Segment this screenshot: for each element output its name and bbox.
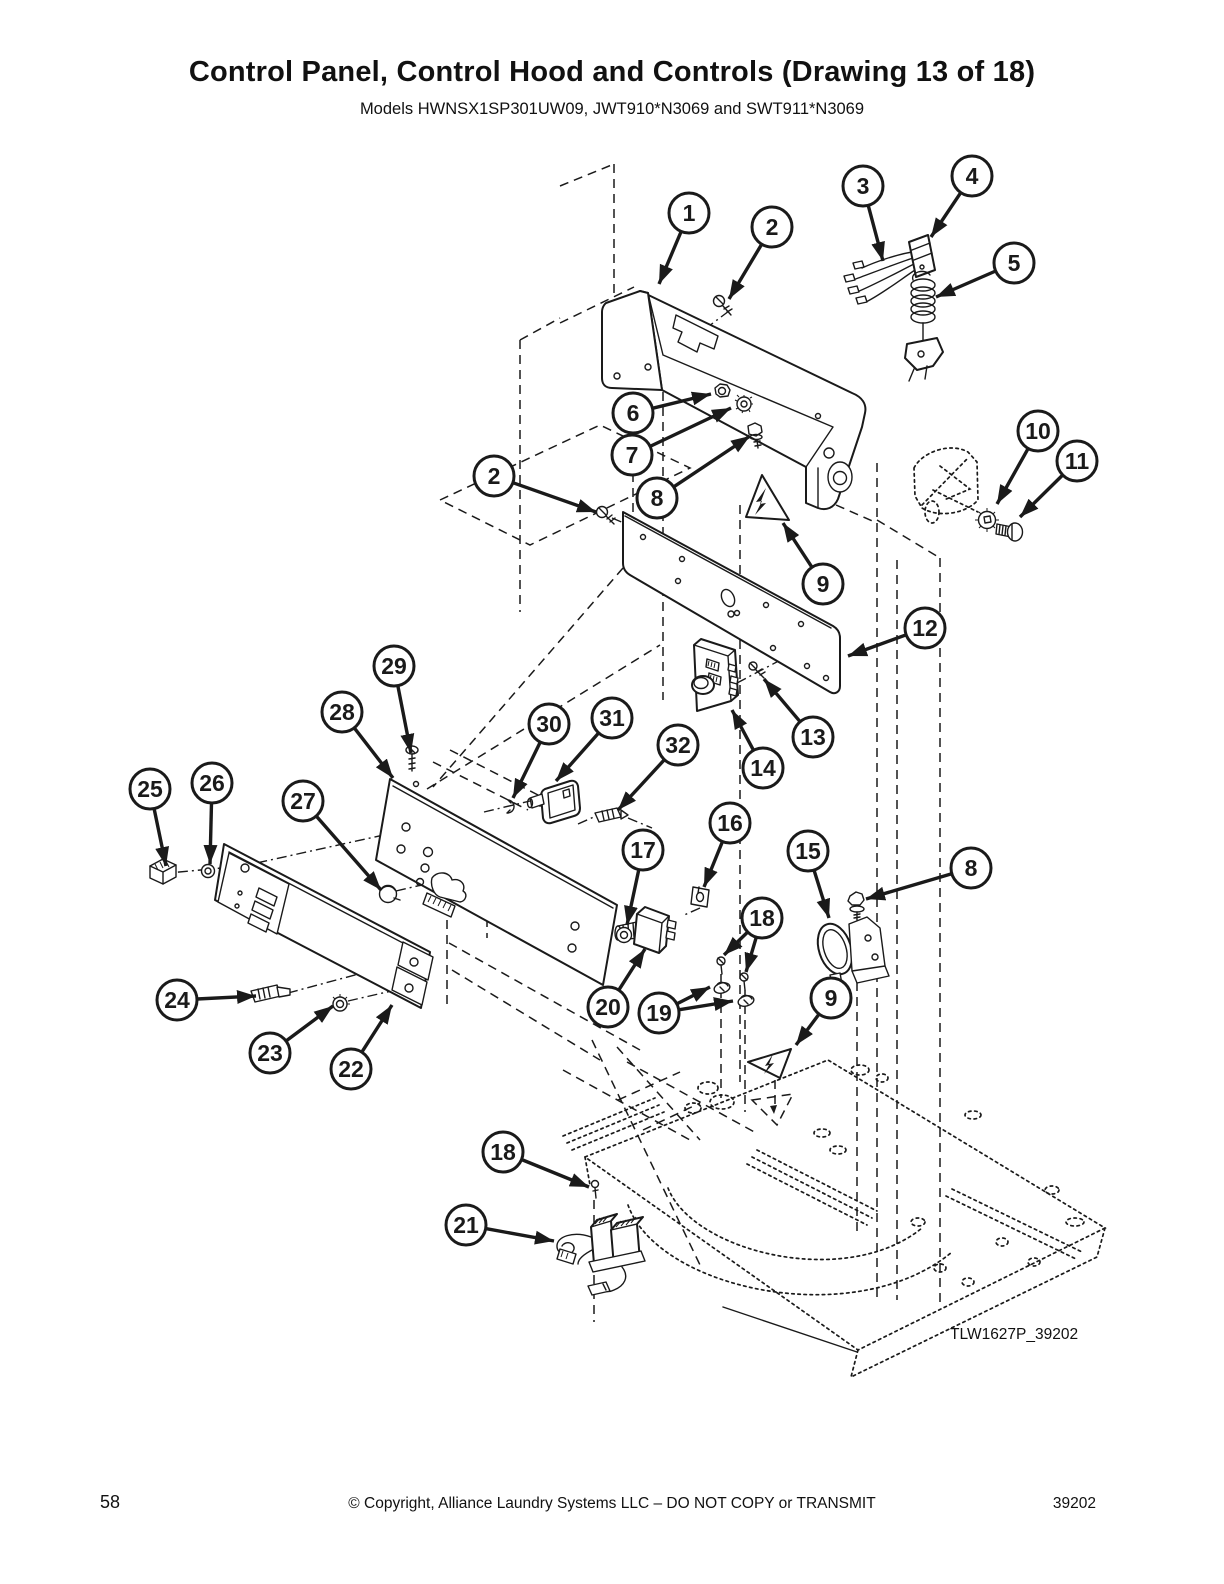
warning-label-lower <box>748 1049 791 1078</box>
callout-leader-28 <box>354 728 393 778</box>
indicator-lamp-24 <box>242 985 290 1002</box>
page-footer <box>0 1492 1224 1522</box>
callout-number-2: 2 <box>765 214 779 240</box>
callout-leader-4 <box>931 193 961 237</box>
callout-number-28: 28 <box>329 699 355 725</box>
base-screw-18b <box>592 1181 599 1199</box>
callout-leader-2 <box>513 483 596 512</box>
callout-number-8: 8 <box>650 485 664 511</box>
callout-number-13: 13 <box>800 724 826 750</box>
callout-number-8: 8 <box>964 855 978 881</box>
callout-leader-9 <box>796 1014 819 1045</box>
panel-screw-2b <box>597 507 616 525</box>
callout-number-10: 10 <box>1025 418 1051 444</box>
callout-number-1: 1 <box>682 200 696 226</box>
end-cap-25 <box>150 859 176 884</box>
callout-leader-3 <box>868 205 883 261</box>
callout-number-9: 9 <box>816 571 830 597</box>
callout-leader-9 <box>783 523 812 567</box>
copyright-notice: © Copyright, Alliance Laundry Systems LLC – DO NOT COPY or TRANSMIT <box>348 1495 876 1512</box>
callout-number-9: 9 <box>824 985 838 1011</box>
callout-number-31: 31 <box>599 705 625 731</box>
pressure-switch <box>812 917 889 986</box>
callout-number-2: 2 <box>487 463 501 489</box>
callout-number-22: 22 <box>338 1056 364 1082</box>
washer-26 <box>202 865 215 878</box>
page-number: 58 <box>100 1492 121 1512</box>
push-button-27 <box>380 886 401 903</box>
retainer-clip-16 <box>691 887 709 907</box>
callout-leader-29 <box>398 686 411 753</box>
callout-leader-10 <box>997 448 1028 504</box>
document-number: 39202 <box>1052 1495 1096 1512</box>
wire-harness <box>844 252 915 304</box>
hood-bracket-dotted <box>914 448 978 523</box>
callout-leader-18 <box>746 937 756 972</box>
shaft-washer-17 <box>617 928 632 943</box>
callout-number-7: 7 <box>625 442 639 468</box>
callout-leader-23 <box>286 1006 333 1041</box>
hex-nut-6 <box>715 384 730 397</box>
toggle-switch-31 <box>528 781 581 824</box>
page-title: Control Panel, Control Hood and Controls (Drawing 13 of 18) <box>188 56 1036 88</box>
callout-leader-7 <box>650 408 731 446</box>
callout-number-23: 23 <box>257 1040 283 1066</box>
callout-leader-22 <box>362 1005 392 1052</box>
callout-leader-2 <box>729 244 762 299</box>
callout-number-15: 15 <box>795 838 821 864</box>
hood-bolt-8a <box>748 423 762 448</box>
callout-number-27: 27 <box>290 788 316 814</box>
callout-number-21: 21 <box>453 1212 479 1238</box>
callout-number-6: 6 <box>626 400 640 426</box>
callout-number-29: 29 <box>381 653 407 679</box>
callout-leader-19 <box>679 1001 733 1010</box>
power-cord <box>905 271 943 381</box>
callout-leader-16 <box>704 842 723 888</box>
callout-leader-27 <box>316 816 381 890</box>
callout-number-14: 14 <box>750 755 776 781</box>
callout-leader-8 <box>674 436 750 487</box>
callout-leader-5 <box>936 271 996 297</box>
callout-leader-1 <box>659 231 681 284</box>
callout-leader-13 <box>764 679 800 722</box>
callout-leader-25 <box>154 809 166 866</box>
figure-code: TLW1627P_39202 <box>950 1326 1079 1343</box>
callout-number-17: 17 <box>630 837 656 863</box>
callout-number-20: 20 <box>595 994 621 1020</box>
callout-leader-14 <box>732 710 754 750</box>
callout-leader-11 <box>1020 475 1063 517</box>
warning-label-upper <box>746 475 789 520</box>
callout-number-30: 30 <box>536 711 562 737</box>
callout-number-32: 32 <box>665 732 691 758</box>
callout-leader-8 <box>866 874 952 899</box>
callout-leader-15 <box>814 870 829 918</box>
callout-number-3: 3 <box>856 173 870 199</box>
callout-number-18: 18 <box>490 1139 516 1165</box>
switch-screw-8b <box>848 892 864 920</box>
bolt-11 <box>996 523 1023 541</box>
callout-leader-26 <box>210 803 212 864</box>
lamp-nut-23 <box>333 994 350 1011</box>
callout-leader-18 <box>724 932 748 955</box>
callout-number-12: 12 <box>912 615 938 641</box>
callout-leader-19 <box>677 987 710 1004</box>
callout-leader-21 <box>486 1229 554 1241</box>
callout-leader-20 <box>619 949 645 990</box>
models-subtitle: Models HWNSX1SP301UW09, JWT910*N3069 and SWT911*N3069 <box>359 100 865 118</box>
callout-leader-30 <box>513 742 540 798</box>
callout-leader-24 <box>197 996 256 999</box>
pilot-lamp-32 <box>595 808 628 822</box>
callout-leader-18 <box>522 1160 590 1188</box>
warning-label-base <box>752 1094 793 1125</box>
callout-number-25: 25 <box>137 776 163 802</box>
callout-number-11: 11 <box>1064 448 1090 474</box>
timer-control <box>692 639 738 711</box>
callout-leader-32 <box>618 760 664 810</box>
callout-number-16: 16 <box>717 810 743 836</box>
callout-number-4: 4 <box>965 163 979 189</box>
callout-number-19: 19 <box>646 1000 672 1026</box>
callout-number-18: 18 <box>749 905 775 931</box>
callout-number-24: 24 <box>164 987 190 1013</box>
callout-number-26: 26 <box>199 770 225 796</box>
transformer <box>557 1214 645 1295</box>
callout-number-5: 5 <box>1007 250 1021 276</box>
